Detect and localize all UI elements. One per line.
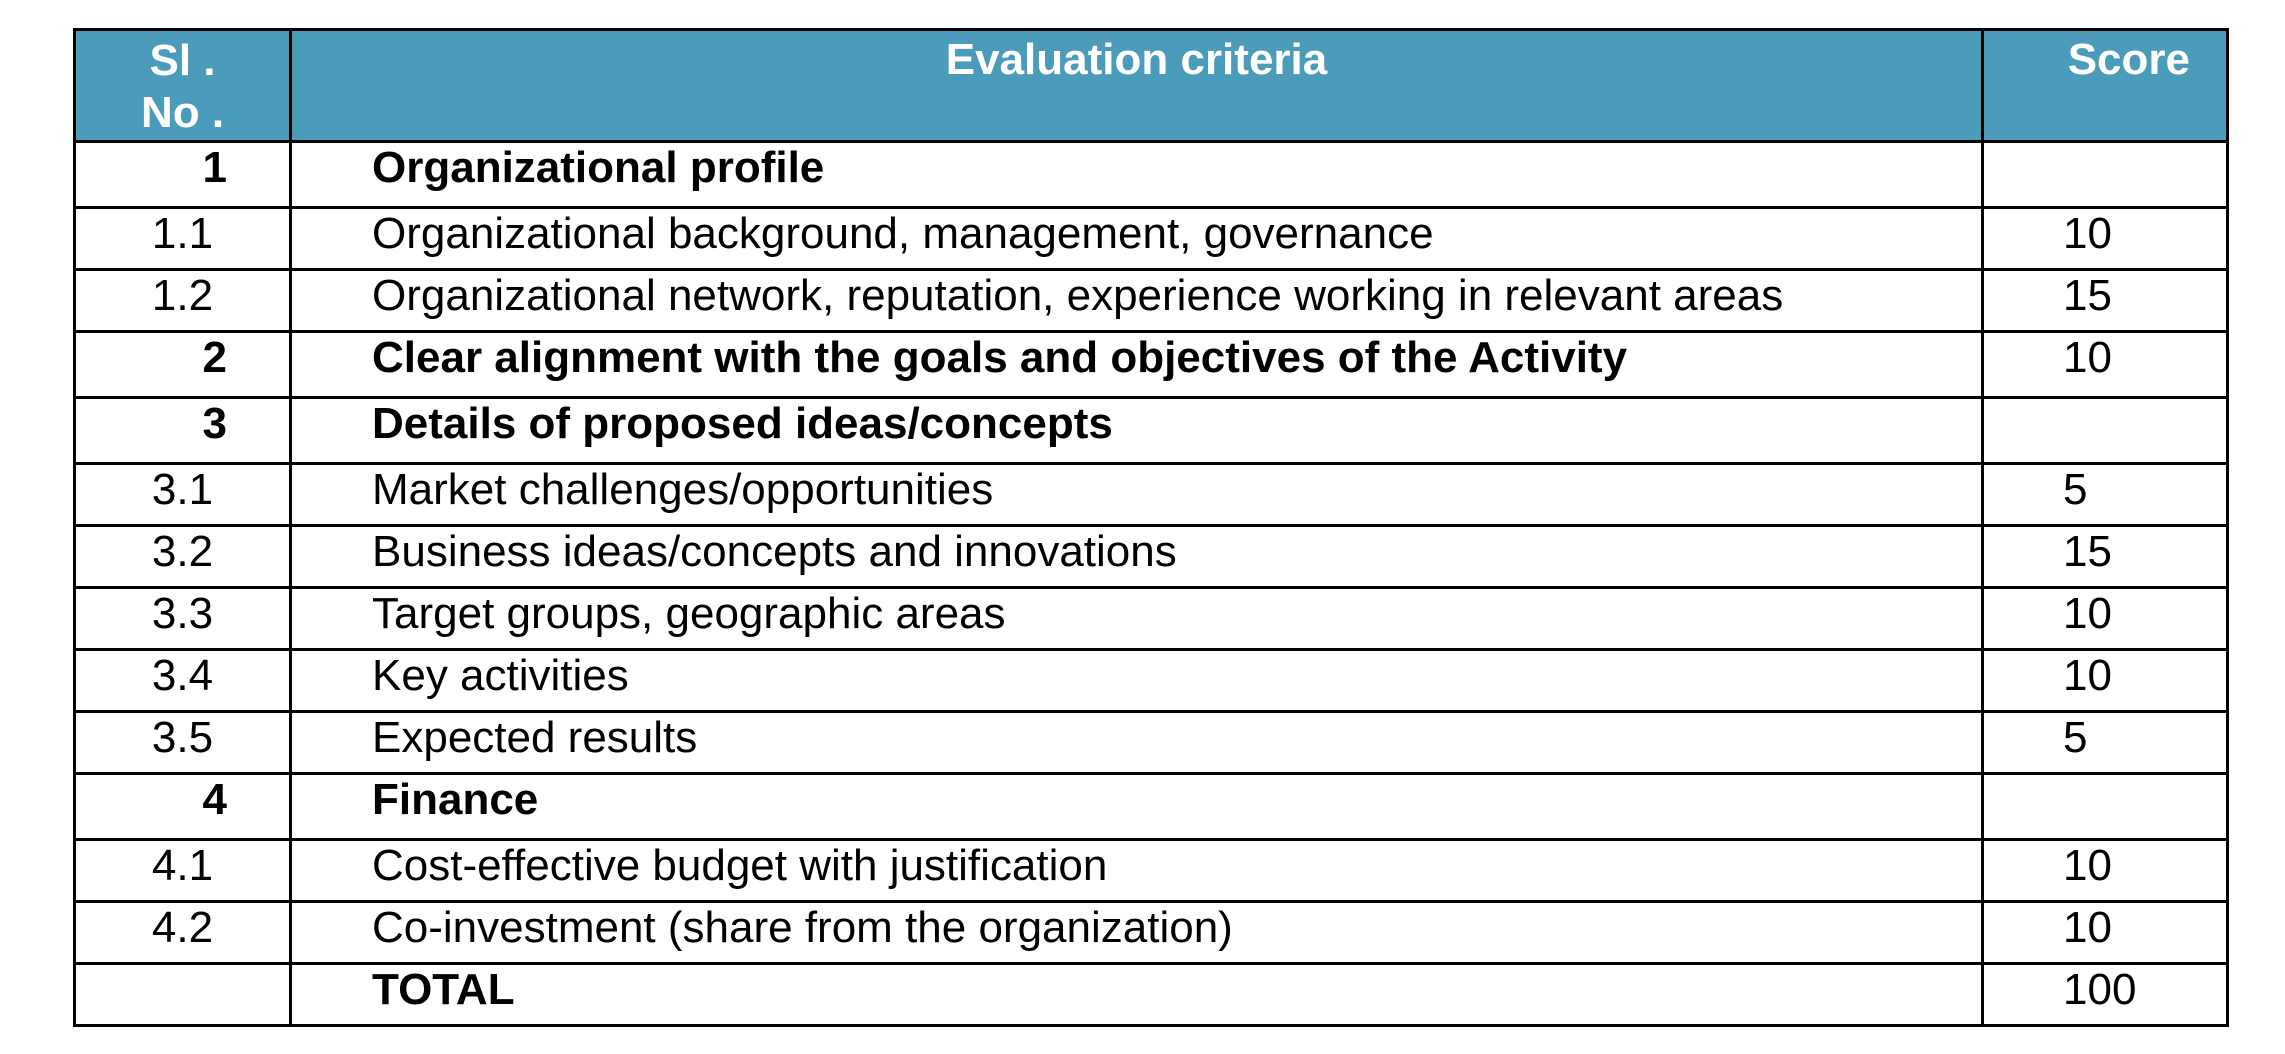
table-row xyxy=(75,142,2228,208)
row-sl-no: 1.2 xyxy=(75,270,291,332)
row-score xyxy=(1983,398,2228,464)
table-row xyxy=(75,526,2228,588)
row-criteria: Co-investment (share from the organization) xyxy=(291,902,1983,964)
table-row xyxy=(75,588,2228,650)
row-criteria: Expected results xyxy=(291,712,1983,774)
row-criteria: Key activities xyxy=(291,650,1983,712)
row-criteria: Market challenges/opportunities xyxy=(291,464,1983,526)
evaluation-criteria-table xyxy=(73,28,2229,1027)
row-sl-no: 4 xyxy=(75,774,291,840)
row-sl-no: 4.1 xyxy=(75,840,291,902)
total-score: 100 xyxy=(1983,964,2228,1026)
table-row xyxy=(75,208,2228,270)
row-criteria: Cost-effective budget with justification xyxy=(291,840,1983,902)
row-criteria: Finance xyxy=(291,774,1983,840)
row-sl-no: 3.1 xyxy=(75,464,291,526)
header-sl-line2: No . xyxy=(140,88,225,137)
row-score: 10 xyxy=(1983,840,2228,902)
row-score: 10 xyxy=(1983,902,2228,964)
row-sl-no: 1 xyxy=(75,142,291,208)
row-criteria: Clear alignment with the goals and objectives of the Activity xyxy=(291,332,1983,398)
header-sl-no xyxy=(75,30,291,142)
row-score: 10 xyxy=(1983,650,2228,712)
row-sl-no xyxy=(75,964,291,1026)
row-score: 5 xyxy=(1983,712,2228,774)
table-row xyxy=(75,398,2228,464)
header-score: Score xyxy=(1983,30,2228,142)
table-row xyxy=(75,902,2228,964)
table-row-total xyxy=(75,964,2228,1026)
table-row xyxy=(75,464,2228,526)
table-row xyxy=(75,774,2228,840)
row-score: 10 xyxy=(1983,588,2228,650)
row-score: 15 xyxy=(1983,270,2228,332)
row-sl-no: 4.2 xyxy=(75,902,291,964)
table-header-row xyxy=(75,30,2228,142)
row-criteria: Target groups, geographic areas xyxy=(291,588,1983,650)
total-label: TOTAL xyxy=(291,964,1983,1026)
table-row xyxy=(75,650,2228,712)
row-score: 10 xyxy=(1983,208,2228,270)
row-criteria: Organizational profile xyxy=(291,142,1983,208)
row-sl-no: 3.2 xyxy=(75,526,291,588)
row-sl-no: 3.3 xyxy=(75,588,291,650)
table-row xyxy=(75,712,2228,774)
row-sl-no: 2 xyxy=(75,332,291,398)
table-row xyxy=(75,840,2228,902)
table-row xyxy=(75,332,2228,398)
row-score: 5 xyxy=(1983,464,2228,526)
row-sl-no: 3.4 xyxy=(75,650,291,712)
row-sl-no: 1.1 xyxy=(75,208,291,270)
header-sl-line1: Sl . xyxy=(149,36,216,85)
row-sl-no: 3 xyxy=(75,398,291,464)
row-criteria: Organizational background, management, governance xyxy=(291,208,1983,270)
row-criteria: Business ideas/concepts and innovations xyxy=(291,526,1983,588)
row-score: 10 xyxy=(1983,332,2228,398)
table-row xyxy=(75,270,2228,332)
row-criteria: Organizational network, reputation, experience working in relevant areas xyxy=(291,270,1983,332)
row-score: 15 xyxy=(1983,526,2228,588)
row-score xyxy=(1983,142,2228,208)
header-evaluation-criteria: Evaluation criteria xyxy=(291,30,1983,142)
row-criteria: Details of proposed ideas/concepts xyxy=(291,398,1983,464)
row-score xyxy=(1983,774,2228,840)
row-sl-no: 3.5 xyxy=(75,712,291,774)
